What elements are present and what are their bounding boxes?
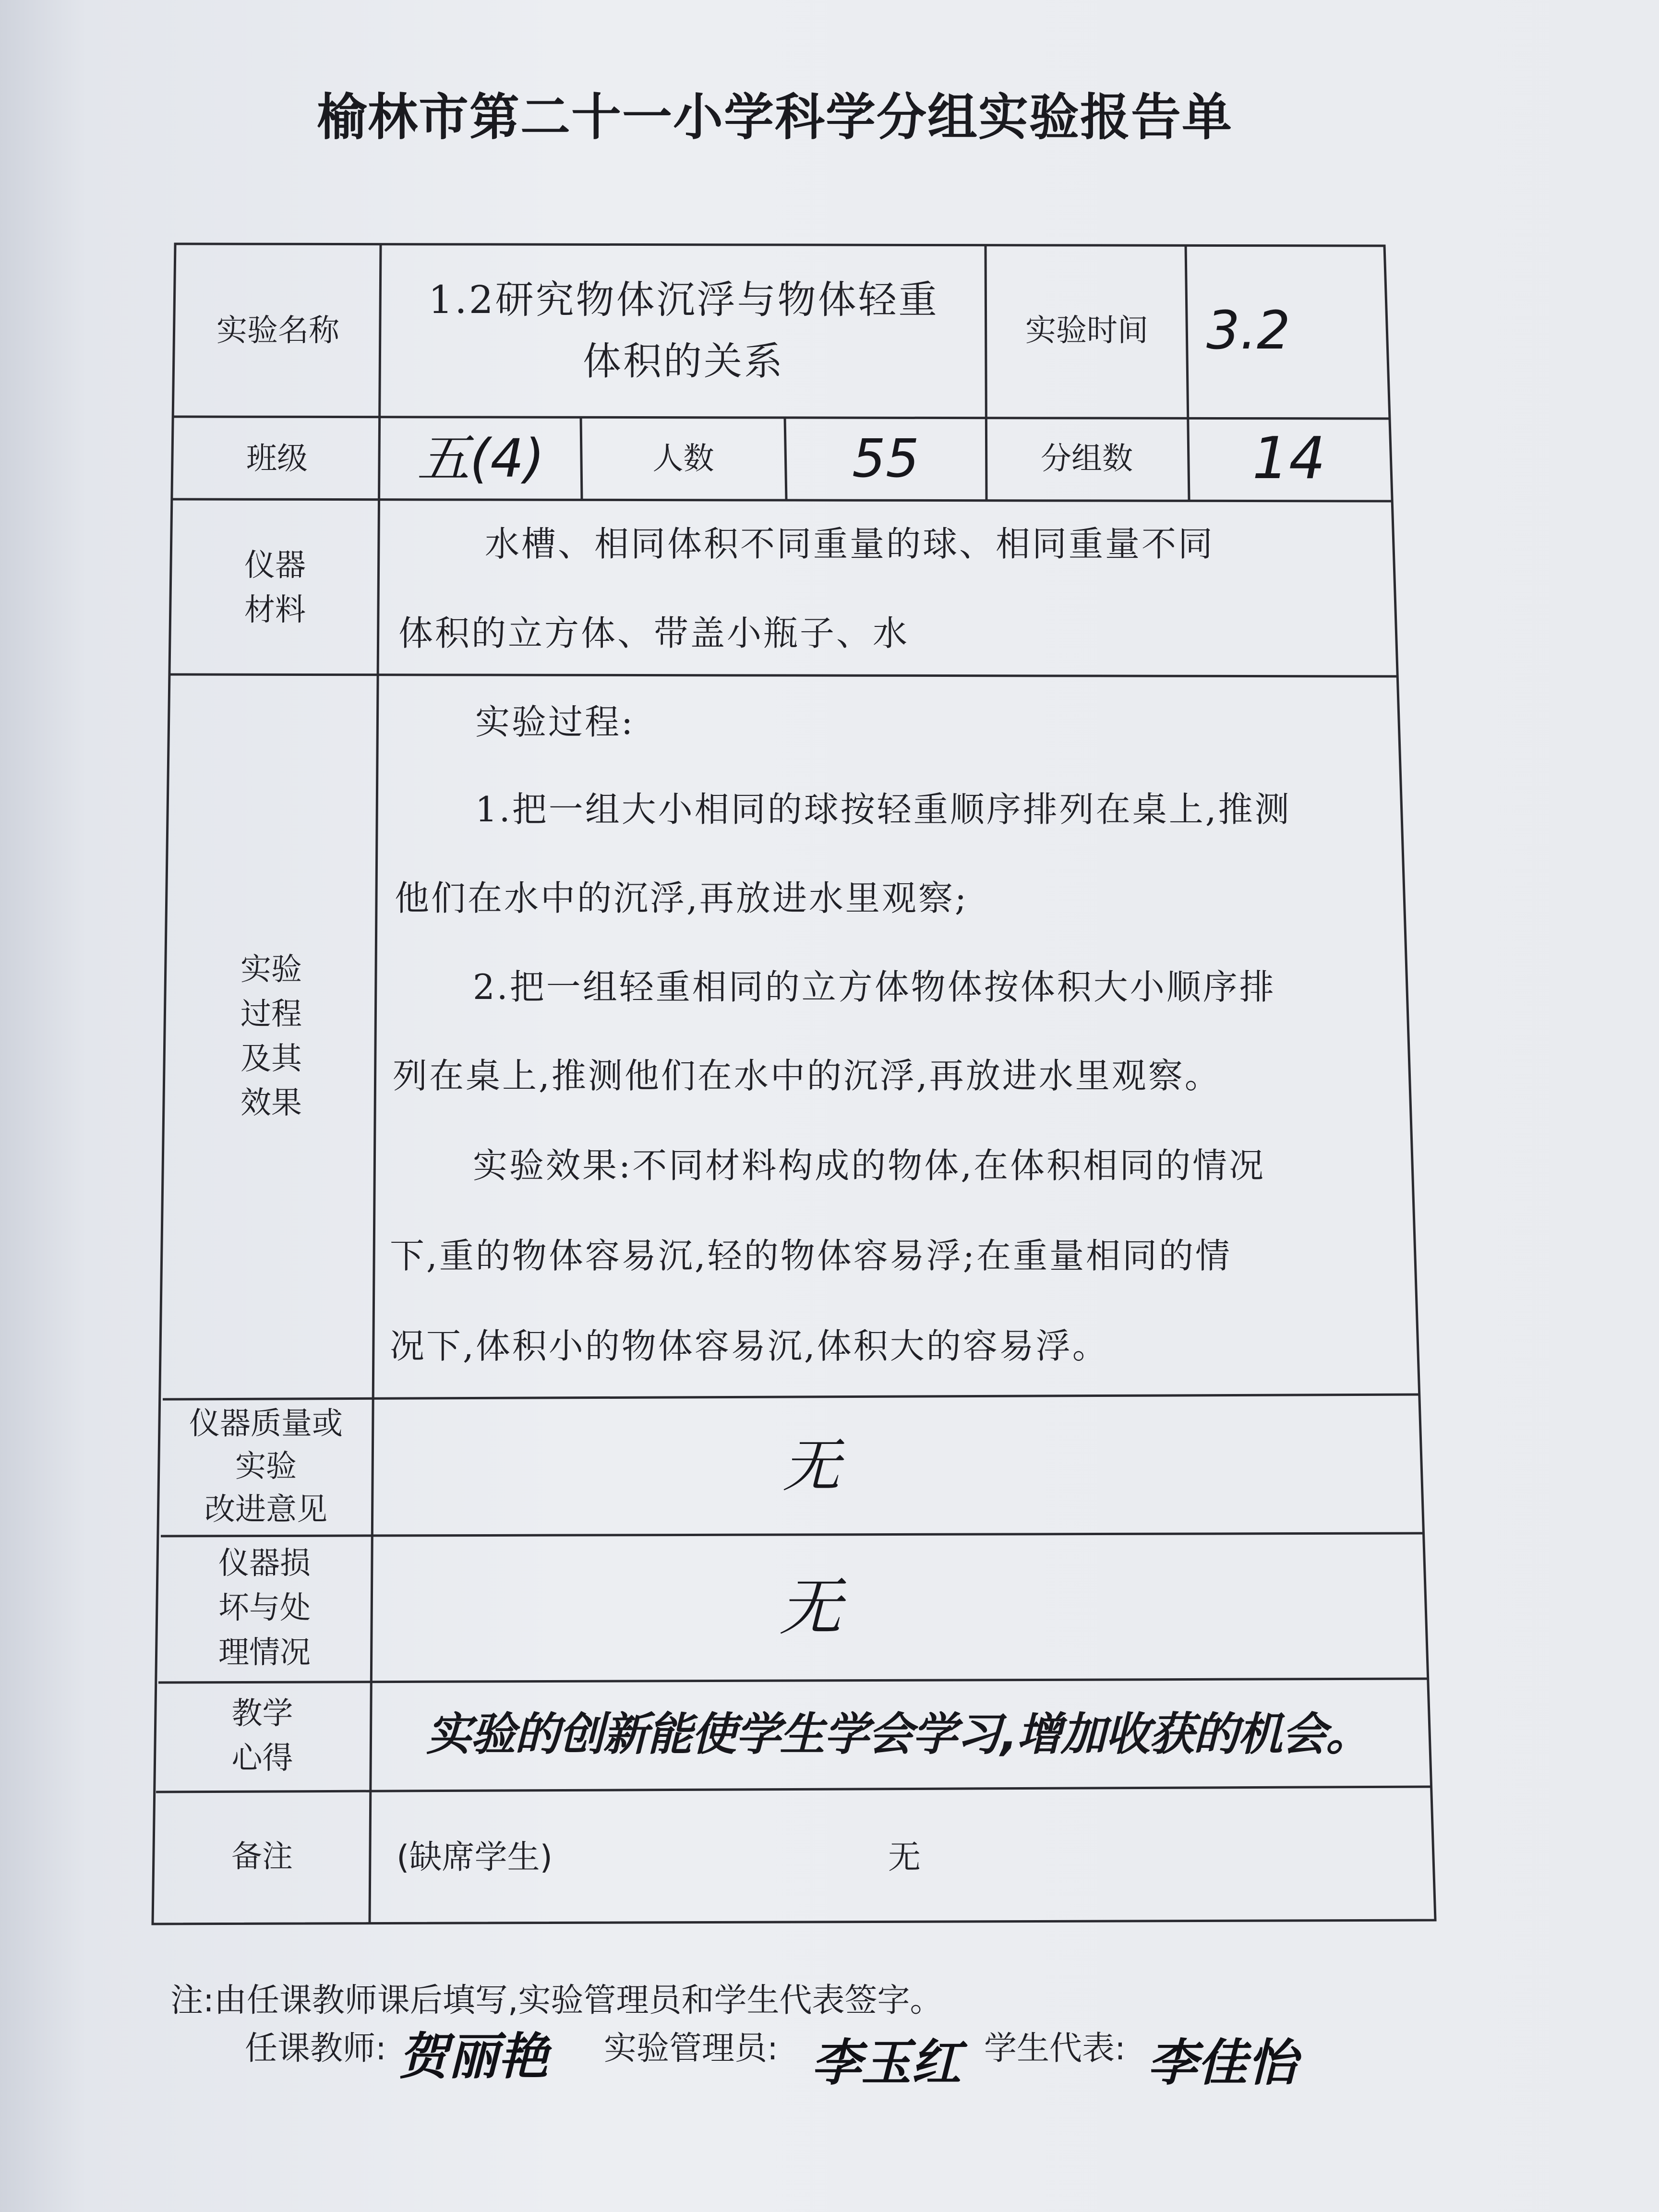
- process-line: 1.把一组大小相同的球按轻重顺序排列在桌上,推测: [475, 789, 1291, 830]
- experiment-name-value: [381, 244, 986, 418]
- report-title: 榆林市第二十一小学科学分组实验报告单: [317, 88, 1233, 146]
- damage-value: 无: [779, 1571, 842, 1644]
- process-line: 列在桌上,推测他们在水中的沉浮,再放进水里观察。: [393, 1056, 1221, 1096]
- remarks-absent-label: (缺席学生): [397, 1839, 553, 1876]
- materials-label: 仪器 材料: [244, 547, 306, 628]
- experiment-name-line-2: 体积的关系: [583, 339, 784, 384]
- process-line: 2.把一组轻重相同的立方体物体按体积大小顺序排: [473, 967, 1276, 1007]
- experiment-time-label: 实验时间: [1025, 313, 1148, 349]
- teacher-signature: 贺丽艳: [398, 2027, 549, 2086]
- experiment-name-line-1: 1.2研究物体沉浮与物体轻重: [428, 277, 939, 322]
- experiment-name-label: 实验名称: [216, 313, 339, 349]
- groups-label: 分组数: [1041, 441, 1133, 477]
- damage-label: 仪器损 坏与处 理情况: [218, 1546, 311, 1671]
- people-label: 人数: [652, 441, 714, 477]
- process-line: 实验效果:不同材料构成的物体,在体积相同的情况: [473, 1145, 1266, 1186]
- materials-line-1: 水槽、相同体积不同重量的球、相同重量不同: [485, 524, 1215, 564]
- groups-value: 14: [1252, 425, 1326, 492]
- remarks-label: 备注: [231, 1839, 293, 1875]
- people-value: 55: [852, 428, 919, 490]
- process-label: 实验 过程 及其 效果: [240, 951, 302, 1121]
- class-value: 五(4): [417, 428, 545, 490]
- teaching-label: 教学 心得: [231, 1696, 293, 1776]
- process-line: 实验过程:: [475, 702, 635, 742]
- quality-value: 无: [782, 1433, 840, 1500]
- student-label: 学生代表:: [984, 2030, 1126, 2068]
- experiment-time-value: 3.2: [1206, 300, 1290, 361]
- process-line: 下,重的物体容易沉,轻的物体容易浮;在重量相同的情: [390, 1236, 1232, 1276]
- materials-line-2: 体积的立方体、带盖小瓶子、水: [398, 613, 910, 653]
- footer-note: 注:由任课教师课后填写,实验管理员和学生代表签字。: [170, 1982, 943, 2020]
- student-signature: 李佳怡: [1147, 2033, 1298, 2092]
- process-line: 他们在水中的沉浮,再放进水里观察;: [395, 878, 969, 918]
- admin-label: 实验管理员:: [604, 2030, 778, 2068]
- remarks-value: 无: [888, 1839, 921, 1876]
- admin-signature: 李玉红: [811, 2033, 962, 2092]
- class-label: 班级: [246, 441, 308, 477]
- process-line: 况下,体积小的物体容易沉,体积大的容易浮。: [390, 1326, 1109, 1366]
- teaching-value: 实验的创新能使学生学会学习,增加收获的机会。: [426, 1708, 1370, 1761]
- teacher-label: 任课教师:: [245, 2030, 386, 2068]
- quality-label: 仪器质量或 实验 改进意见: [189, 1406, 343, 1527]
